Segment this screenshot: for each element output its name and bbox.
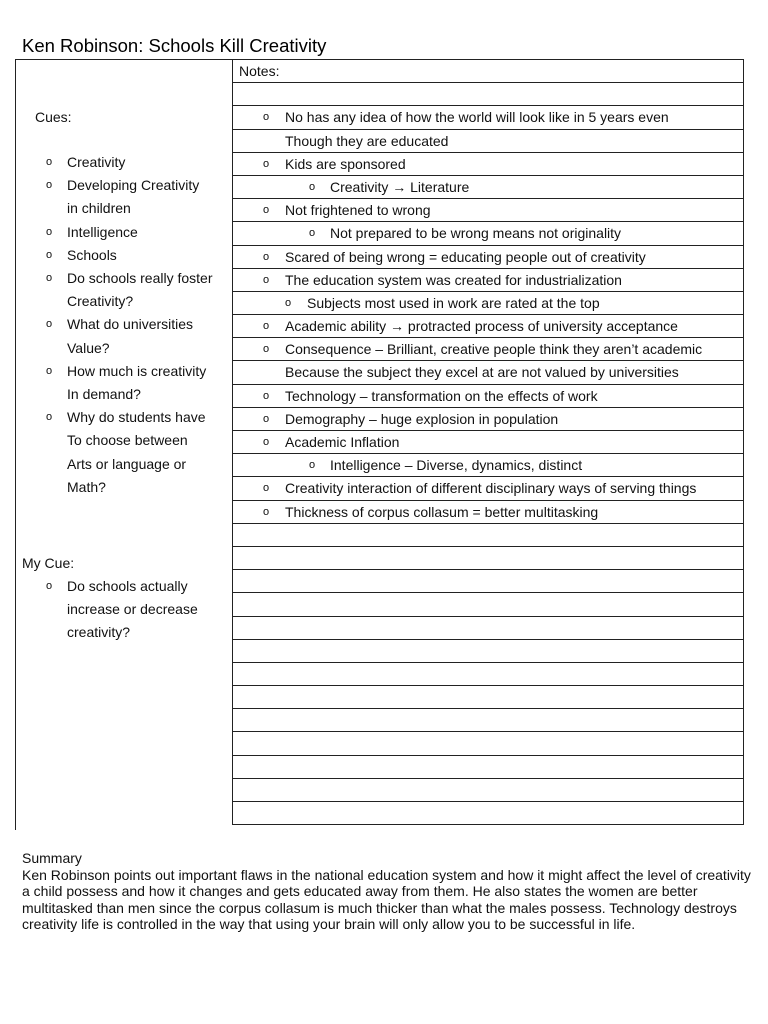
bullet-circle-icon: o: [46, 580, 53, 592]
note-text: The education system was created for industrialization: [285, 271, 622, 288]
summary-text: Ken Robinson points out important flaws in the national education system and how it might affect the level of creativity a child possess and how it changes and gets educated away from them. He also states the women are better multitasked than men since the corpus collasum is much thicker than what the males possess. Technology destroys creativity life is controlled in the way that using your brain will only allow you to be successful in life.: [22, 866, 751, 932]
cue-list: [0, 151, 233, 499]
bullet-circle-icon: o: [46, 272, 53, 285]
note-text: Scared of being wrong = educating people out of creativity: [285, 248, 646, 265]
bullet-circle-icon: o: [46, 364, 53, 377]
note-row: [233, 269, 743, 292]
bullet-circle-icon: o: [263, 111, 270, 124]
note-text: Academic Inflation: [285, 434, 400, 450]
cue-text: In demand?: [67, 386, 141, 403]
note-text: Not prepared to be wrong means not originality: [330, 225, 622, 242]
note-text: Though they are educated: [285, 132, 449, 149]
note-text: Creativity interaction of different disciplinary ways of serving things: [285, 480, 697, 497]
note-text: Thickness of corpus collasum = better multitasking: [285, 503, 599, 520]
note-row: [233, 756, 743, 779]
cue-text: Developing Creativity: [67, 177, 200, 194]
cue-item: [0, 360, 227, 383]
cue-item-continuation: [0, 476, 227, 499]
note-row: [233, 338, 743, 361]
note-row: [233, 501, 743, 524]
cue-text: Intelligence: [67, 223, 138, 240]
cue-text: Do schools really foster: [67, 270, 213, 287]
cue-text: Value?: [67, 339, 110, 356]
cues-label: Cues:: [35, 109, 72, 125]
note-row: [233, 570, 743, 593]
note-text: Subjects most used in work are rated at the top: [307, 294, 600, 311]
bullet-circle-icon: o: [309, 227, 316, 240]
cue-item: [0, 406, 227, 429]
note-row: [233, 222, 743, 245]
note-row: [233, 709, 743, 732]
bullet-circle-icon: o: [263, 273, 270, 286]
cue-text: Math?: [67, 478, 106, 495]
note-row: [233, 477, 743, 500]
cue-item-continuation: [0, 337, 227, 360]
cue-item-continuation: [0, 290, 227, 313]
note-row: [233, 547, 743, 570]
note-row: [233, 315, 743, 338]
note-row: [233, 176, 743, 199]
summary-label: Summary: [22, 850, 82, 866]
bullet-circle-icon: o: [263, 204, 270, 217]
cue-text: How much is creativity: [67, 362, 207, 379]
notes-table: [232, 59, 744, 825]
note-row: [233, 663, 743, 686]
note-text: Technology – transformation on the effects of work: [285, 387, 598, 404]
bullet-circle-icon: o: [263, 412, 270, 425]
bullet-circle-icon: o: [46, 318, 53, 331]
note-row: [233, 83, 743, 106]
cue-text: increase or decrease: [67, 601, 198, 618]
cue-item: [0, 267, 227, 290]
cue-item: [0, 151, 227, 174]
bullet-circle-icon: o: [46, 156, 53, 168]
bullet-circle-icon: o: [46, 411, 53, 424]
cue-text: Creativity: [67, 154, 126, 170]
bullet-circle-icon: o: [263, 157, 270, 170]
cue-text: creativity?: [67, 624, 131, 641]
note-row: [233, 802, 743, 825]
note-row: [233, 199, 743, 222]
cue-text: Why do students have: [67, 409, 206, 426]
bullet-circle-icon: o: [309, 459, 316, 472]
note-text: Kids are sponsored: [285, 155, 406, 172]
cue-item-continuation: [0, 453, 227, 476]
cue-item: [0, 575, 227, 598]
note-text: Academic ability → protracted process of university acceptance: [285, 318, 678, 335]
note-row: [233, 686, 743, 709]
cue-item-continuation: [0, 598, 227, 621]
cue-item-continuation: [0, 429, 227, 452]
note-row: [233, 779, 743, 802]
bullet-circle-icon: o: [46, 179, 53, 192]
note-row: [233, 106, 743, 129]
page-title: Ken Robinson: Schools Kill Creativity: [22, 35, 327, 56]
cue-text: Arts or language or: [67, 455, 187, 472]
cue-text: To choose between: [67, 432, 188, 449]
cue-item-continuation: [0, 197, 227, 220]
cue-text: Do schools actually: [67, 578, 188, 594]
note-row: [233, 640, 743, 663]
note-row: [233, 292, 743, 315]
notes-header-row: [233, 60, 743, 83]
note-row: [233, 246, 743, 269]
note-row: [233, 130, 743, 153]
bullet-circle-icon: o: [263, 482, 270, 495]
note-row: [233, 617, 743, 640]
note-text: Because the subject they excel at are not valued by universities: [285, 364, 679, 381]
note-row: [233, 593, 743, 616]
note-row: [233, 524, 743, 547]
note-row: [233, 431, 743, 454]
summary-section: [22, 850, 752, 933]
cue-text: Schools: [67, 246, 117, 263]
cue-item: [0, 174, 227, 197]
note-row: [233, 385, 743, 408]
cue-item-continuation: [0, 621, 227, 644]
bullet-circle-icon: o: [263, 505, 270, 518]
cue-text: Creativity?: [67, 293, 134, 310]
cue-item: [0, 313, 227, 336]
bullet-circle-icon: o: [263, 436, 270, 448]
my-cue-label: My Cue:: [22, 555, 75, 571]
bullet-circle-icon: o: [46, 248, 53, 261]
note-text: Intelligence – Diverse, dynamics, distinct: [330, 457, 583, 474]
cue-text: What do universities: [67, 316, 194, 333]
my-cue-list: [0, 575, 233, 645]
note-row: [233, 361, 743, 384]
cue-item: [0, 244, 227, 267]
bullet-circle-icon: o: [263, 389, 270, 402]
cue-item-continuation: [0, 383, 227, 406]
note-text: No has any idea of how the world will look like in 5 years even: [285, 109, 669, 126]
cue-text: in children: [67, 200, 131, 217]
note-text: Creativity → Literature: [330, 178, 470, 195]
bullet-circle-icon: o: [263, 250, 270, 263]
bullet-circle-icon: o: [46, 225, 53, 238]
bullet-circle-icon: o: [285, 296, 292, 309]
note-row: [233, 408, 743, 431]
notes-label: Notes:: [239, 63, 280, 79]
note-text: Demography – huge explosion in population: [285, 410, 559, 427]
bullet-circle-icon: o: [309, 180, 316, 193]
note-row: [233, 153, 743, 176]
bullet-circle-icon: o: [263, 343, 270, 356]
note-text: Consequence – Brilliant, creative people think they aren’t academic: [285, 341, 703, 358]
note-row: [233, 732, 743, 755]
note-row: [233, 454, 743, 477]
cue-item: [0, 221, 227, 244]
note-text: Not frightened to wrong: [285, 202, 431, 219]
bullet-circle-icon: o: [263, 320, 270, 333]
